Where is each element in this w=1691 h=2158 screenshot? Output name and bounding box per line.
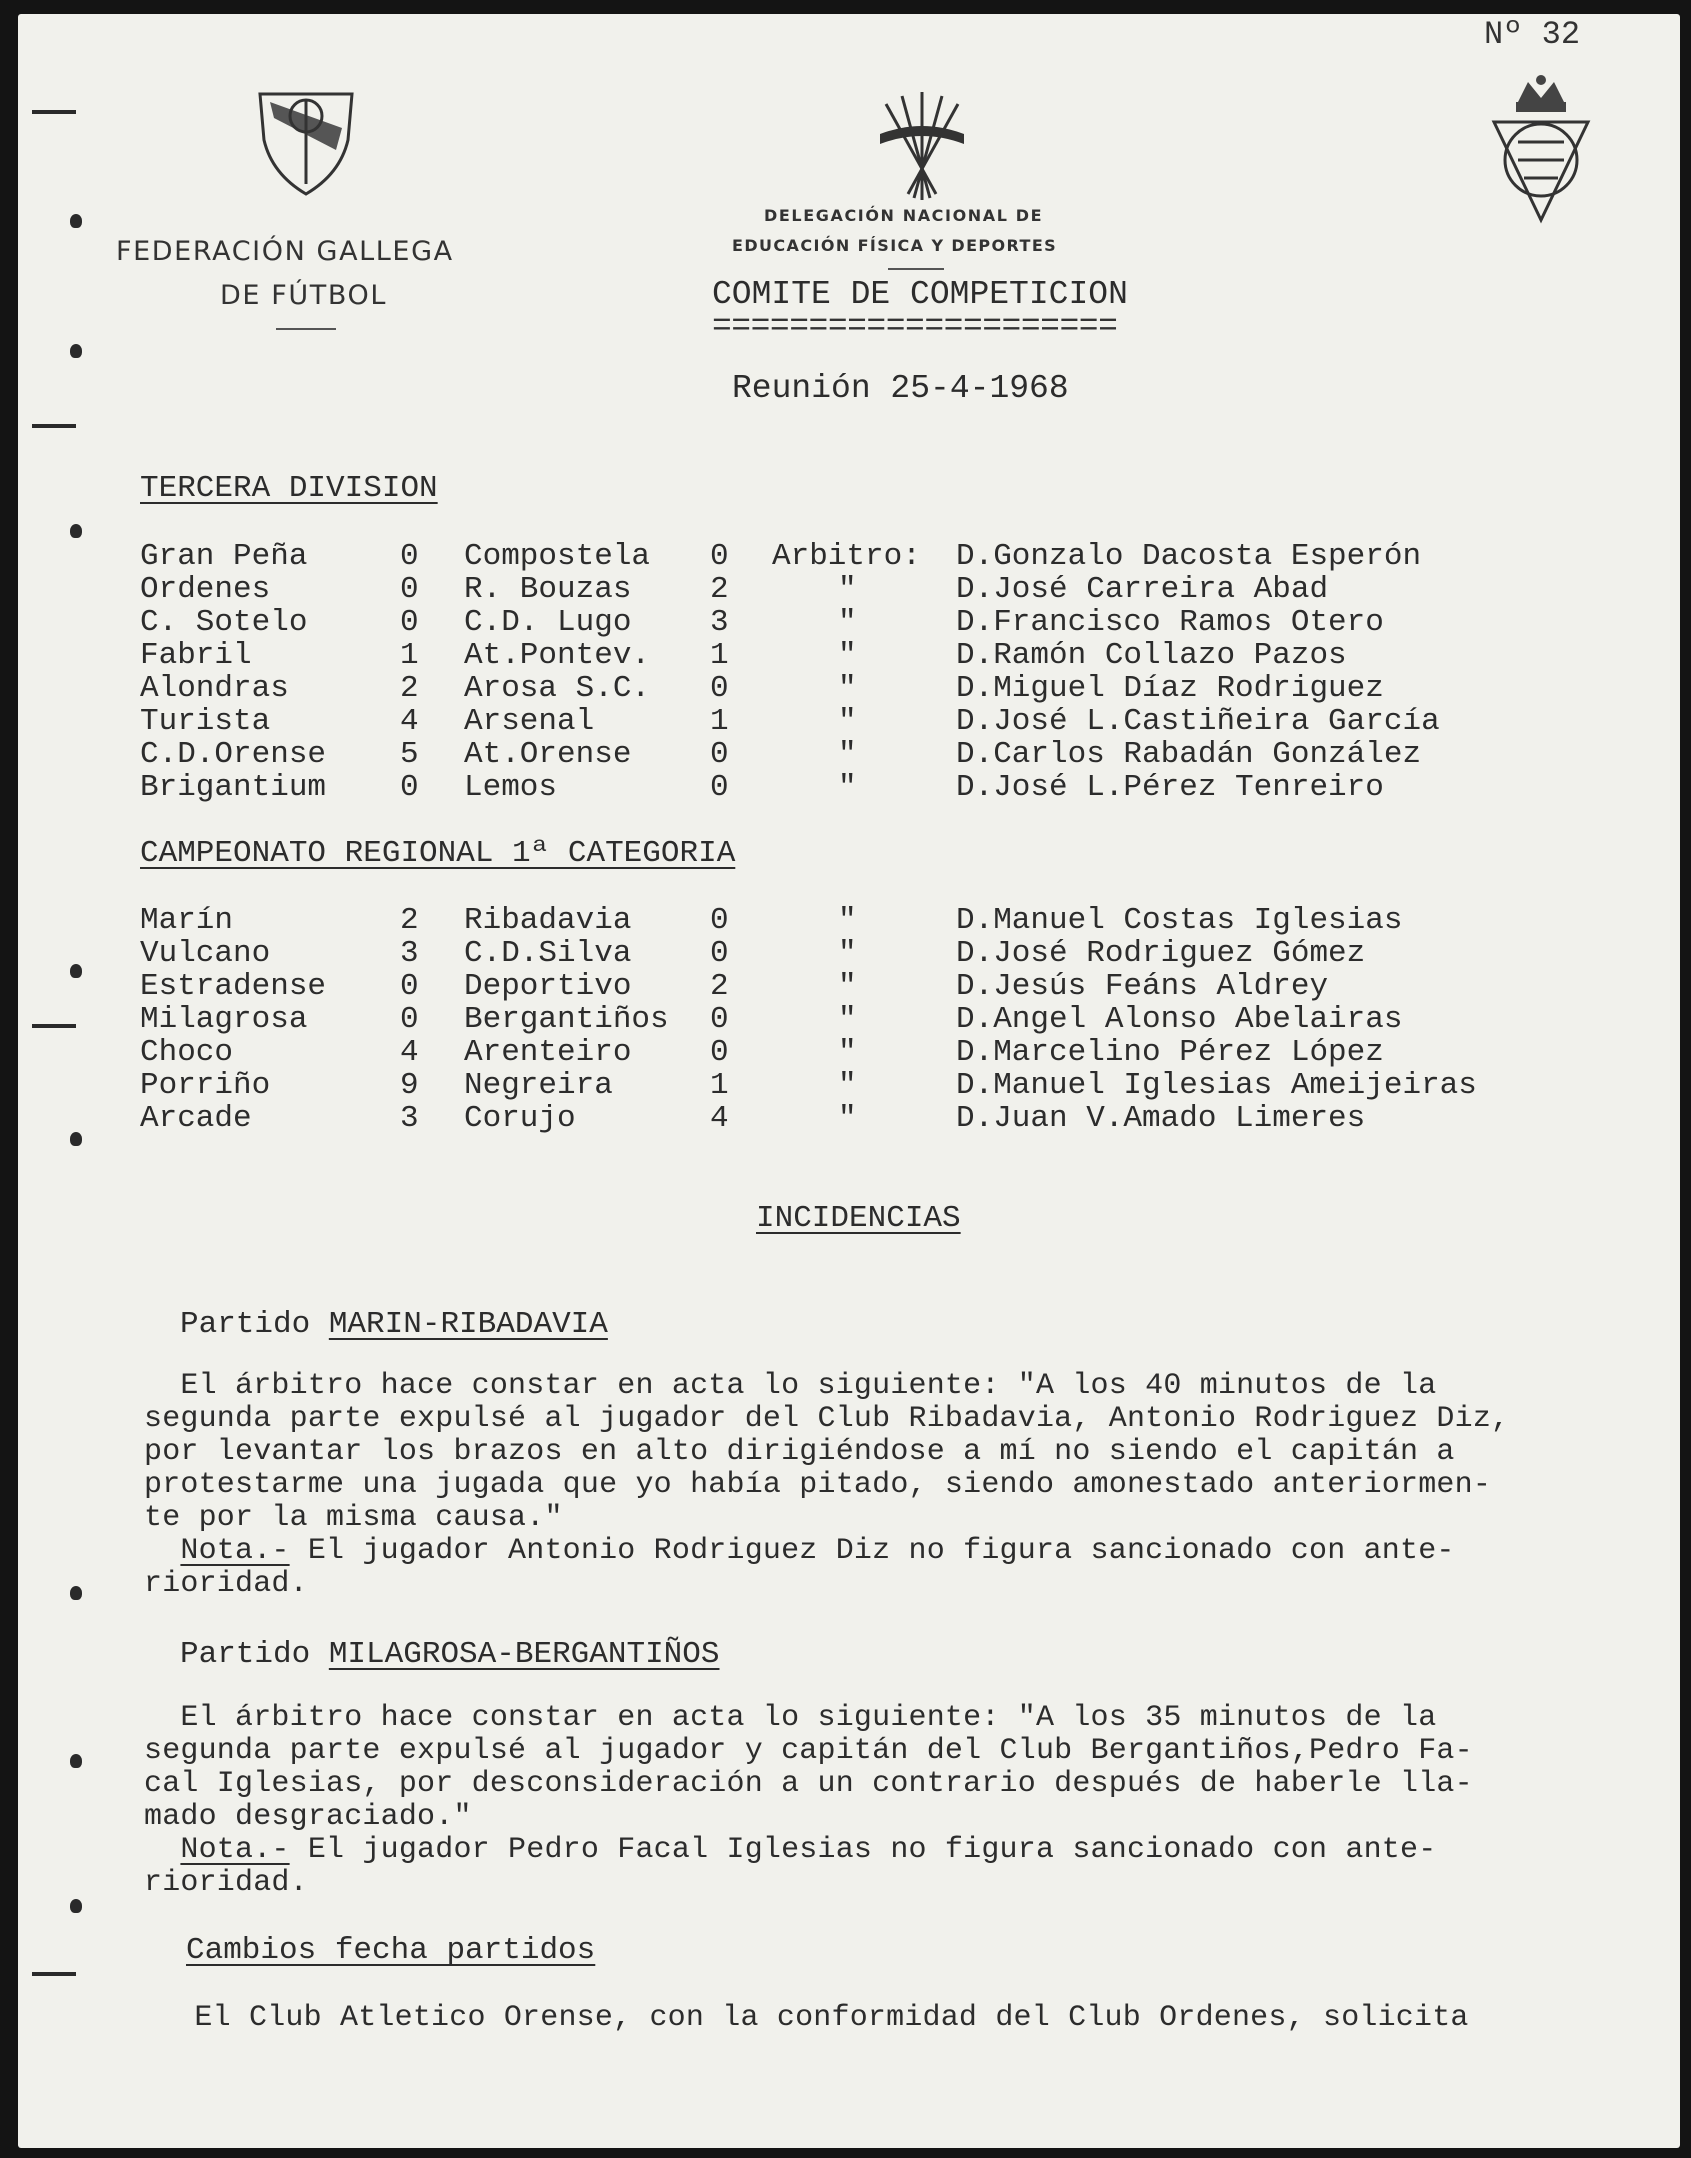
home-score: 2	[400, 671, 419, 706]
home-score: 0	[400, 1002, 419, 1037]
home-score: 5	[400, 737, 419, 772]
table-row	[140, 1036, 1560, 1069]
referee-name: D.Francisco Ramos Otero	[956, 605, 1384, 640]
home-team: Porriño	[140, 1068, 271, 1103]
referee-name: D.Miguel Díaz Rodriguez	[956, 671, 1384, 706]
report-line: mado desgraciado."	[144, 1800, 472, 1834]
home-team: Arcade	[140, 1101, 252, 1136]
committee-double-rule: =====================	[712, 308, 1118, 345]
away-score: 0	[710, 903, 729, 938]
referee-name: D.José Rodriguez Gómez	[956, 936, 1366, 971]
home-team: Ordenes	[140, 572, 271, 607]
away-team: Negreira	[464, 1068, 613, 1103]
regional-results-table	[140, 904, 1560, 1144]
home-team: C. Sotelo	[140, 605, 308, 640]
home-score: 0	[400, 572, 419, 607]
referee-name: D.José L.Castiñeira García	[956, 704, 1440, 739]
table-row	[140, 606, 1560, 639]
home-score: 0	[400, 539, 419, 574]
away-score: 0	[710, 671, 729, 706]
binder-hole	[70, 214, 82, 228]
home-score: 3	[400, 1101, 419, 1136]
match2-nota	[144, 1834, 1436, 1867]
federation-crest-icon	[256, 88, 356, 198]
away-score: 1	[710, 1068, 729, 1103]
away-team: C.D.Silva	[464, 936, 632, 971]
away-score: 1	[710, 704, 729, 739]
match2-report	[144, 1702, 1473, 1834]
away-score: 3	[710, 605, 729, 640]
home-score: 4	[400, 704, 419, 739]
match2-name: MILAGROSA-BERGANTIÑOS	[328, 1637, 720, 1672]
table-row	[140, 970, 1560, 1003]
royal-crest-icon	[1488, 72, 1594, 228]
binder-mark	[32, 1972, 76, 1976]
table-row	[140, 540, 1560, 573]
report-line: segunda parte expulsé al jugador del Club Ribadavia, Antonio Rodriguez Diz,	[144, 1402, 1510, 1436]
away-score: 1	[710, 638, 729, 673]
delegation-line1: DELEGACIÓN NACIONAL DE	[764, 206, 1044, 225]
away-score: 0	[710, 1035, 729, 1070]
home-team: Fabril	[140, 638, 252, 673]
away-score: 0	[710, 737, 729, 772]
home-score: 2	[400, 903, 419, 938]
ditto-mark: "	[838, 1068, 857, 1103]
page-number: Nº 32	[1484, 16, 1581, 53]
report-line: segunda parte expulsé al jugador y capitán del Club Bergantiños,Pedro Fa-	[144, 1734, 1473, 1768]
match1-nota-text: El jugador Antonio Rodriguez Diz no figura sancionado con ante-	[289, 1534, 1455, 1568]
home-team: Turista	[140, 704, 271, 739]
match1-report	[144, 1370, 1509, 1535]
table-row	[140, 937, 1560, 970]
home-score: 1	[400, 638, 419, 673]
away-team: Ribadavia	[464, 903, 632, 938]
match1-nota-cont: rioridad.	[144, 1567, 308, 1601]
report-line: cal Iglesias, por desconsideración a un contrario después de haberle lla-	[144, 1767, 1473, 1801]
ditto-mark: "	[838, 969, 857, 1004]
match2-heading	[180, 1638, 720, 1671]
binder-mark	[32, 110, 76, 114]
referee-name: D.Manuel Costas Iglesias	[956, 903, 1403, 938]
home-score: 0	[400, 770, 419, 805]
away-score: 0	[710, 770, 729, 805]
referee-name: D.José L.Pérez Tenreiro	[956, 770, 1384, 805]
referee-name: D.Angel Alonso Abelairas	[956, 1002, 1403, 1037]
binder-hole	[70, 1586, 82, 1600]
match1-nota-label: Nota.-	[180, 1534, 290, 1568]
home-score: 0	[400, 605, 419, 640]
away-score: 0	[710, 1002, 729, 1037]
ditto-mark: "	[838, 1002, 857, 1037]
away-team: R. Bouzas	[464, 572, 632, 607]
section-heading-incidencias: INCIDENCIAS	[756, 1201, 961, 1236]
home-team: Marín	[140, 903, 234, 938]
yoke-arrows-emblem-icon	[874, 82, 970, 206]
ditto-mark: "	[838, 638, 857, 673]
ditto-mark: "	[838, 936, 857, 971]
match1-heading	[180, 1308, 608, 1341]
home-team: Estradense	[140, 969, 327, 1004]
ditto-mark: "	[838, 605, 857, 640]
binder-mark	[32, 424, 76, 428]
table-row	[140, 573, 1560, 606]
report-line: te por la misma causa."	[144, 1501, 563, 1535]
away-team: Corujo	[464, 1101, 576, 1136]
away-score: 4	[710, 1101, 729, 1136]
table-row	[140, 1069, 1560, 1102]
home-team: Brigantium	[140, 770, 327, 805]
ditto-mark: "	[838, 903, 857, 938]
away-team: At.Pontev.	[464, 638, 651, 673]
binder-hole	[70, 1899, 82, 1913]
table-row	[140, 672, 1560, 705]
referee-name: D.Marcelino Pérez López	[956, 1035, 1384, 1070]
federation-name-line1: FEDERACIÓN GALLEGA	[116, 236, 454, 267]
ditto-mark: "	[838, 1035, 857, 1070]
away-team: Bergantiños	[464, 1002, 669, 1037]
referee-name: D.Gonzalo Dacosta Esperón	[956, 539, 1422, 574]
away-team: Deportivo	[464, 969, 632, 1004]
committee-title: COMITE DE COMPETICION	[712, 276, 1128, 313]
match2-nota-label: Nota.-	[180, 1833, 290, 1867]
table-row	[140, 1102, 1560, 1135]
report-line: protestarme una jugada que yo había pitado, siendo amonestado anteriormen-	[144, 1468, 1492, 1502]
away-team: C.D. Lugo	[464, 605, 632, 640]
home-team: Alondras	[140, 671, 289, 706]
home-team: Milagrosa	[140, 1002, 308, 1037]
match2-prefix: Partido	[180, 1637, 329, 1672]
table-row	[140, 1003, 1560, 1036]
referee-label: Arbitro:	[772, 539, 921, 574]
away-score: 0	[710, 539, 729, 574]
away-team: Lemos	[464, 770, 558, 805]
away-score: 2	[710, 969, 729, 1004]
table-row	[140, 738, 1560, 771]
report-line: El árbitro hace constar en acta lo siguiente: "A los 40 minutos de la	[144, 1369, 1437, 1403]
table-row	[140, 904, 1560, 937]
section-heading-regional: CAMPEONATO REGIONAL 1ª CATEGORIA	[140, 836, 736, 871]
match1-nota	[144, 1535, 1455, 1568]
home-score: 0	[400, 969, 419, 1004]
away-team: Arsenal	[464, 704, 595, 739]
referee-name: D.Juan V.Amado Limeres	[956, 1101, 1366, 1136]
table-row	[140, 705, 1560, 738]
tercera-results-table	[140, 540, 1560, 820]
match2-nota-cont: rioridad.	[144, 1866, 308, 1900]
match1-prefix: Partido	[180, 1307, 329, 1342]
federation-name-line2: DE FÚTBOL	[220, 280, 387, 311]
away-score: 2	[710, 572, 729, 607]
referee-name: D.Carlos Rabadán González	[956, 737, 1422, 772]
home-team: Gran Peña	[140, 539, 308, 574]
referee-name: D.Jesús Feáns Aldrey	[956, 969, 1329, 1004]
document-page	[18, 14, 1680, 2148]
match2-nota-text: El jugador Pedro Facal Iglesias no figura sancionado con ante-	[289, 1833, 1437, 1867]
cambios-text: El Club Atletico Orense, con la conformidad del Club Ordenes, solicita	[158, 2001, 1469, 2035]
table-row	[140, 639, 1560, 672]
away-team: Arenteiro	[464, 1035, 632, 1070]
delegation-line2: EDUCACIÓN FÍSICA Y DEPORTES	[732, 236, 1058, 255]
home-score: 3	[400, 936, 419, 971]
home-team: Choco	[140, 1035, 234, 1070]
home-score: 4	[400, 1035, 419, 1070]
table-row	[140, 771, 1560, 804]
federation-rule	[276, 328, 336, 330]
away-team: Compostela	[464, 539, 651, 574]
referee-name: D.Manuel Iglesias Ameijeiras	[956, 1068, 1477, 1103]
ditto-mark: "	[838, 770, 857, 805]
ditto-mark: "	[838, 572, 857, 607]
binder-mark	[32, 1024, 76, 1028]
meeting-date: Reunión 25-4-1968	[732, 370, 1069, 407]
report-line: El árbitro hace constar en acta lo siguiente: "A los 35 minutos de la	[144, 1701, 1437, 1735]
report-line: por levantar los brazos en alto dirigiéndose a mí no siendo el capitán a	[144, 1435, 1455, 1469]
binder-hole	[70, 1754, 82, 1768]
ditto-mark: "	[838, 704, 857, 739]
referee-name: D.José Carreira Abad	[956, 572, 1329, 607]
home-team: C.D.Orense	[140, 737, 327, 772]
match1-name: MARIN-RIBADAVIA	[328, 1307, 608, 1342]
ditto-mark: "	[838, 671, 857, 706]
binder-hole	[70, 964, 82, 978]
ditto-mark: "	[838, 1101, 857, 1136]
binder-hole	[70, 344, 82, 358]
ditto-mark: "	[838, 737, 857, 772]
home-team: Vulcano	[140, 936, 271, 971]
binder-hole	[70, 1132, 82, 1146]
cambios-heading: Cambios fecha partidos	[186, 1933, 596, 1968]
section-heading-tercera: TERCERA DIVISION	[140, 471, 438, 506]
binder-hole	[70, 524, 82, 538]
delegation-rule	[888, 268, 944, 270]
away-score: 0	[710, 936, 729, 971]
away-team: At.Orense	[464, 737, 632, 772]
away-team: Arosa S.C.	[464, 671, 651, 706]
referee-name: D.Ramón Collazo Pazos	[956, 638, 1347, 673]
home-score: 9	[400, 1068, 419, 1103]
